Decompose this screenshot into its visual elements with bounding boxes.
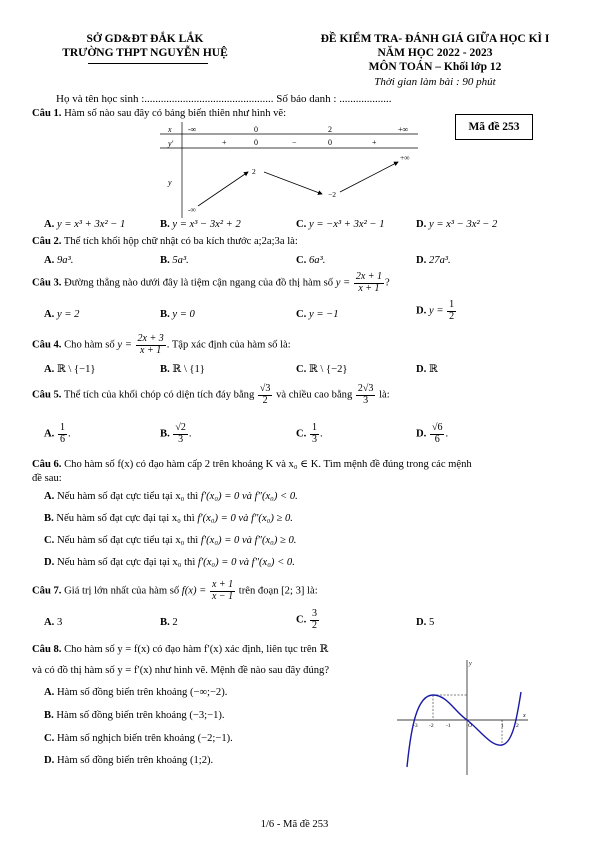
vt-sign: +	[222, 138, 227, 147]
q5-answer-c[interactable]: C. $\frac{1}{3}$ .	[296, 422, 323, 445]
q2-answer-b[interactable]: B. 5a³.	[160, 255, 189, 266]
q4-answer-c[interactable]: C. ℝ \ {−2}	[296, 364, 348, 375]
vt-x-label: x	[168, 125, 172, 134]
school-name: TRƯỜNG THPT NGUYỄN HUỆ	[62, 47, 228, 59]
q3-answer-a[interactable]: A. y = 2	[44, 309, 80, 320]
q4-answer-d[interactable]: D. ℝ	[416, 364, 438, 375]
exam-time: Thời gian làm bài : 90 phút	[374, 76, 496, 88]
page-footer: 1/6 - Mã đề 253	[260, 819, 329, 830]
vt-sign: −	[292, 138, 297, 147]
question-2: Câu 2. Thể tích khối hộp chữ nhật có ba kích thước a;2a;3a là:	[32, 236, 298, 247]
q1-answer-c[interactable]: C. y = −x³ + 3x² − 1	[296, 219, 385, 230]
question-label: Câu 1.	[32, 108, 62, 119]
y-axis-label: y	[469, 661, 472, 667]
q5-answer-d[interactable]: D. $\frac{√6}{6}$ .	[416, 422, 449, 445]
q8-answer-c[interactable]: C. Hàm số nghịch biến trên khoảng (−2;−1).	[44, 733, 233, 744]
exam-title: ĐỀ KIỂM TRA- ĐÁNH GIÁ GIỮA HỌC KÌ I	[320, 33, 550, 45]
q1-answer-d[interactable]: D. y = x³ − 3x² − 2	[416, 219, 498, 230]
derivative-graph	[395, 657, 530, 777]
vt-yp-label: y'	[168, 139, 174, 148]
student-info-line: Họ và tên học sinh :............................................... Số báo danh : ...................	[56, 93, 392, 105]
q3-answer-d[interactable]: D. y = $\frac{1}{2}$	[416, 299, 455, 322]
q7-answer-b[interactable]: B. 2	[160, 617, 178, 628]
vt-x-val: 2	[328, 125, 332, 134]
school-year: NĂM HỌC 2022 - 2023	[377, 47, 493, 59]
q2-answer-d[interactable]: D. 27a³.	[416, 255, 451, 266]
exam-code-box: Mã đề 253	[455, 114, 533, 140]
dept-name: SỞ GD&ĐT ĐẮK LẮK	[86, 33, 204, 45]
question-6-cont: đề sau:	[32, 473, 62, 484]
question-8: Câu 8. Cho hàm số y = f(x) có đạo hàm f′(x) xác định, liên tục trên ℝ	[32, 644, 329, 655]
tick-label: -1	[446, 723, 451, 729]
q6-answer-b[interactable]: B. Nếu hàm số đạt cực đại tại x₀ thì f′(x₀) = 0 và f″(x₀) ≥ 0.	[44, 513, 293, 524]
vt-y-val: 2	[252, 167, 256, 176]
vt-x-val: +∞	[398, 125, 409, 134]
q3-answer-c[interactable]: C. y = −1	[296, 309, 339, 320]
question-8-cont: và có đồ thị hàm số y = f′(x) như hình vẽ. Mệnh đề nào sau đây đúng?	[32, 665, 330, 676]
vt-y-val: −2	[328, 190, 336, 199]
vt-sign: 0	[328, 138, 332, 147]
vt-sign: +	[372, 138, 377, 147]
subject: MÔN TOÁN – Khối lớp 12	[368, 61, 502, 73]
q3-answer-b[interactable]: B. y = 0	[160, 309, 195, 320]
tick-label: 2	[516, 723, 519, 729]
fraction: $\frac{√3}{2}$	[259, 383, 271, 406]
q6-answer-a[interactable]: A. Nếu hàm số đạt cực tiểu tại x₀ thì f′(x₀) = 0 và f″(x₀) < 0.	[44, 491, 298, 502]
fraction: $\frac{2x + 1}{x + 1}$	[355, 271, 383, 294]
vt-y-label: y	[168, 178, 172, 187]
tick-label: -2	[429, 723, 434, 729]
fraction: $\frac{2√3}{3}$	[357, 383, 374, 406]
question-6: Câu 6. Cho hàm số f(x) có đạo hàm cấp 2 trên khoảng K và x₀ ∈ K. Tìm mệnh đề đúng trong các mệnh	[32, 459, 472, 470]
q2-answer-a[interactable]: A. 9a³.	[44, 255, 74, 266]
fraction: $\frac{2x + 3}{x + 1}$	[137, 333, 164, 356]
q2-answer-c[interactable]: C. 6a³.	[296, 255, 326, 266]
question-text: Hàm số nào sau đây có bảng biến thiên như hình vẽ:	[64, 108, 287, 119]
q1-answer-b[interactable]: B. y = x³ − 3x² + 2	[160, 219, 241, 230]
school-underline	[88, 63, 208, 64]
q1-answer-a[interactable]: A. y = x³ + 3x² − 1	[44, 219, 126, 230]
q8-answer-b[interactable]: B. Hàm số đồng biến trên khoảng (−3;−1).	[44, 710, 225, 721]
tick-label: 1	[501, 723, 504, 729]
vt-x-val: 0	[254, 125, 258, 134]
question-3: Câu 3. Đường thẳng nào dưới đây là tiệm cận ngang của đồ thị hàm số y = $\frac{2x + 1}{x + 1}$ ?	[32, 271, 390, 294]
fraction: $\frac{x + 1}{x - 1}$	[211, 579, 234, 602]
vt-sign: 0	[254, 138, 258, 147]
question-7: Câu 7. Giá trị lớn nhất của hàm số f(x) = $\frac{x + 1}{x - 1}$ trên đoạn [2; 3] là:	[32, 579, 318, 602]
q5-answer-b[interactable]: B. $\frac{√2}{3}$ .	[160, 422, 192, 445]
q5-answer-a[interactable]: A. $\frac{1}{6}$ .	[44, 422, 71, 445]
variation-table	[160, 122, 420, 218]
vt-x-val: -∞	[188, 125, 197, 134]
q8-answer-d[interactable]: D. Hàm số đồng biến trên khoảng (1;2).	[44, 755, 214, 766]
vt-y-val: -∞	[188, 205, 196, 214]
tick-label: -3	[413, 723, 418, 729]
q7-answer-c[interactable]: C. $\frac{3}{2}$	[296, 608, 317, 631]
question-1	[32, 108, 286, 119]
q8-answer-a[interactable]: A. Hàm số đồng biến trên khoảng (−∞;−2).	[44, 687, 228, 698]
vt-y-val: +∞	[400, 153, 410, 162]
derivative-curve	[407, 692, 521, 767]
question-5: Câu 5. Thể tích của khối chóp có diện tích đáy bằng $\frac{√3}{2}$ và chiều cao bằng $\frac{2√3}{3}$ là:	[32, 383, 390, 406]
origin-label: O	[468, 723, 472, 729]
q7-answer-d[interactable]: D. 5	[416, 617, 435, 628]
q4-answer-a[interactable]: A. ℝ \ {−1}	[44, 364, 96, 375]
question-4: Câu 4. Cho hàm số y = $\frac{2x + 3}{x + 1}$ . Tập xác định của hàm số là:	[32, 333, 291, 356]
q4-answer-b[interactable]: B. ℝ \ {1}	[160, 364, 205, 375]
q6-answer-d[interactable]: D. Nếu hàm số đạt cực đại tại x₀ thì f′(x₀) = 0 và f″(x₀) < 0.	[44, 557, 295, 568]
q7-answer-a[interactable]: A. 3	[44, 617, 63, 628]
x-axis-label: x	[523, 713, 526, 719]
q6-answer-c[interactable]: C. Nếu hàm số đạt cực tiểu tại x₀ thì f′(x₀) = 0 và f″(x₀) ≥ 0.	[44, 535, 297, 546]
